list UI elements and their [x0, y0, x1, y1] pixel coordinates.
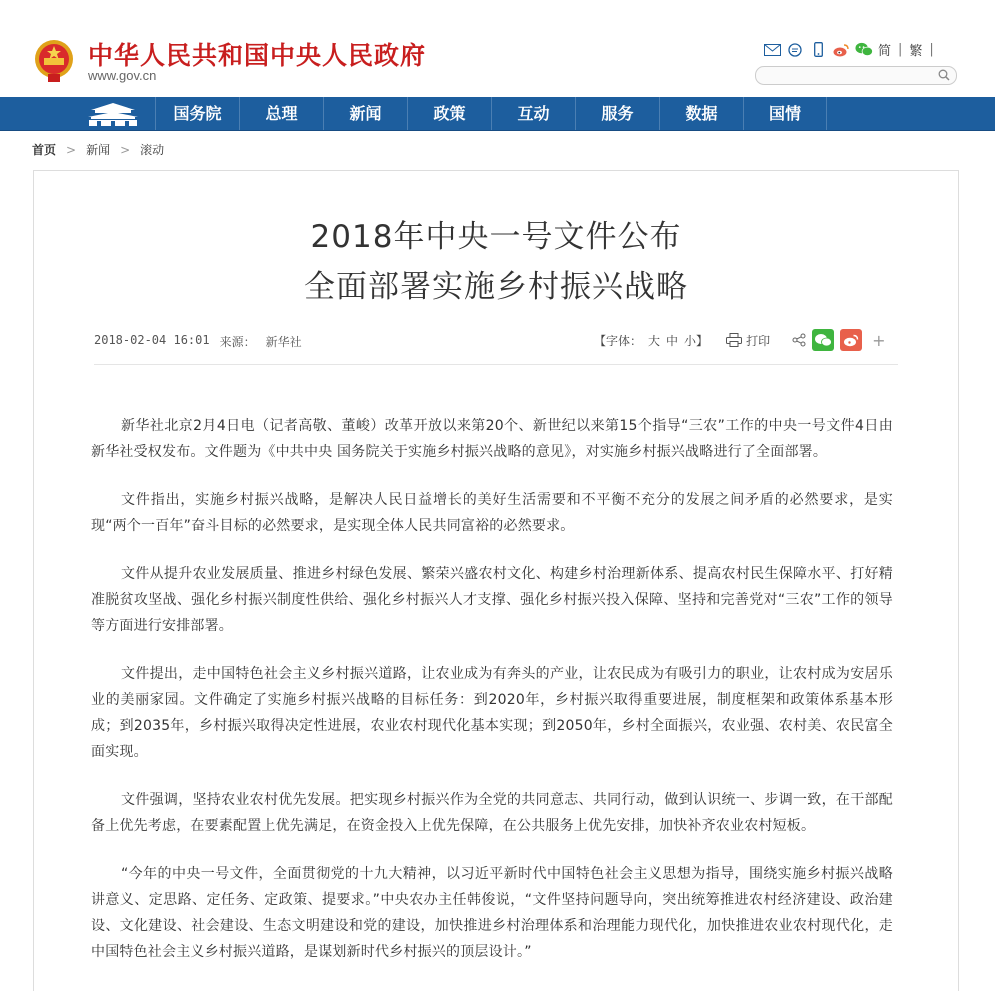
- weibo-share-button[interactable]: [840, 329, 862, 351]
- lang-traditional-link[interactable]: 繁: [909, 44, 923, 59]
- wechat-icon: [814, 333, 832, 347]
- article-panel: [33, 170, 959, 991]
- divider: [94, 364, 898, 365]
- breadcrumb-rolling[interactable]: 滚动: [140, 143, 165, 157]
- search-input[interactable]: [755, 66, 957, 85]
- lang-simplified-link[interactable]: 简: [878, 44, 892, 59]
- plus-icon[interactable]: +: [872, 330, 886, 350]
- article-paragraph: 文件指出，实施乡村振兴战略，是解决人民日益增长的美好生活需要和不平衡不充分的发展之间矛盾的必然要求，是实现“两个一百年”奋斗目标的必然要求，是实现全体人民共同富裕的必然要求。: [91, 492, 893, 534]
- nav-item-state-council[interactable]: 国务院: [155, 97, 239, 130]
- search-icon[interactable]: [938, 69, 950, 81]
- header-tools: [763, 40, 936, 59]
- tiananmen-logo-icon[interactable]: [85, 101, 141, 127]
- article-paragraph: “今年的中央一号文件，全面贯彻党的十九大精神，以习近平新时代中国特色社会主义思想为指导，围绕实施乡村振兴战略讲意义、定思路、定任务、定政策、提要求。”中央农办主任韩俊说，“文件坚持问题导向，突出统筹推进农村经济建设、政治建设、文化建设、社会建设、生态文明建设和党的建设，加快推进乡村治理体系和治理能力现代化，加快推进农业农村现代化，走中国特色社会主义乡村振兴道路，是谋划新时代乡村振兴的顶层设计。”: [91, 866, 893, 960]
- mobile-icon[interactable]: [809, 42, 827, 58]
- article-title-line2: 全面部署实施乡村振兴战略: [304, 269, 688, 305]
- nav-item-premier[interactable]: 总理: [239, 97, 323, 130]
- separator: |: [929, 42, 934, 57]
- source-label: 来源：: [219, 335, 256, 349]
- article-paragraph: 新华社北京2月4日电（记者高敬、董峻）改革开放以来第20个、新世纪以来第15个指导“三农”工作的中央一号文件4日由新华社受权发布。文件题为《中共中央 国务院关于实施乡村振兴战略的意见》，对实施乡村振兴战略进行了全面部署。: [91, 418, 893, 460]
- font-small-button[interactable]: 小】: [684, 333, 709, 348]
- article-title-line1: 2018年中央一号文件公布: [310, 219, 682, 255]
- mail-icon[interactable]: [763, 42, 781, 58]
- chat-icon[interactable]: [786, 42, 804, 58]
- article-body: [91, 413, 893, 987]
- font-size-control: [594, 332, 708, 349]
- wechat-share-button[interactable]: [812, 329, 834, 351]
- share-icon[interactable]: [792, 333, 806, 347]
- print-label: 打印: [746, 333, 771, 348]
- site-url[interactable]: www.gov.cn: [88, 68, 157, 83]
- nav-item-policy[interactable]: 政策: [407, 97, 491, 130]
- nav-item-data[interactable]: 数据: [659, 97, 743, 130]
- source-name: 新华社: [265, 335, 302, 349]
- chevron-right-icon: >: [66, 142, 77, 157]
- font-medium-button[interactable]: 中: [666, 333, 679, 348]
- nav-item-national-info[interactable]: 国情: [743, 97, 827, 130]
- breadcrumb-home[interactable]: 首页: [32, 143, 57, 157]
- article-paragraph: 文件提出，走中国特色社会主义乡村振兴道路，让农业成为有奔头的产业，让农民成为有吸引力的职业，让农村成为安居乐业的美丽家园。文件确定了实施乡村振兴战略的目标任务：到2020年，乡村振兴取得重要进展，制度框架和政策体系基本形成；到2035年，乡村振兴取得决定性进展，农业农村现代化基本实现；到2050年，乡村全面振兴，农业强、农村美、农民富全面实现。: [91, 666, 893, 760]
- print-button[interactable]: [726, 332, 770, 349]
- wechat-icon[interactable]: [855, 42, 873, 58]
- nav-item-interaction[interactable]: 互动: [491, 97, 575, 130]
- separator: |: [898, 42, 903, 57]
- weibo-icon[interactable]: [832, 42, 850, 58]
- weibo-icon: [843, 334, 859, 347]
- article-paragraph: 文件强调，坚持农业农村优先发展。把实现乡村振兴作为全党的共同意志、共同行动，做到认识统一、步调一致，在干部配备上优先考虑，在要素配置上优先满足，在资金投入上优先保障，在公共服务上优先安排，加快补齐农业农村短板。: [91, 792, 893, 834]
- font-large-button[interactable]: 大: [648, 333, 661, 348]
- main-nav: [0, 97, 995, 131]
- site-header: [0, 0, 995, 97]
- breadcrumb: [32, 141, 164, 158]
- national-emblem-icon[interactable]: [33, 38, 75, 84]
- share-group: [792, 329, 885, 351]
- printer-icon: [726, 333, 742, 347]
- chevron-right-icon: >: [120, 142, 131, 157]
- nav-item-services[interactable]: 服务: [575, 97, 659, 130]
- breadcrumb-news[interactable]: 新闻: [86, 143, 111, 157]
- nav-item-news[interactable]: 新闻: [323, 97, 407, 130]
- publish-datetime: 2018-02-04 16:01: [94, 333, 210, 347]
- article-tools: [594, 329, 885, 351]
- font-size-label: 【字体：: [594, 333, 643, 348]
- article-paragraph: 文件从提升农业发展质量、推进乡村绿色发展、繁荣兴盛农村文化、构建乡村治理新体系、提高农村民生保障水平、打好精准脱贫攻坚战、强化乡村振兴制度性供给、强化乡村振兴人才支撑、强化乡村振兴投入保障、坚持和完善党对“三农”工作的领导等方面进行安排部署。: [91, 566, 893, 634]
- article-meta: [94, 333, 302, 350]
- site-title[interactable]: 中华人民共和国中央人民政府: [88, 41, 427, 70]
